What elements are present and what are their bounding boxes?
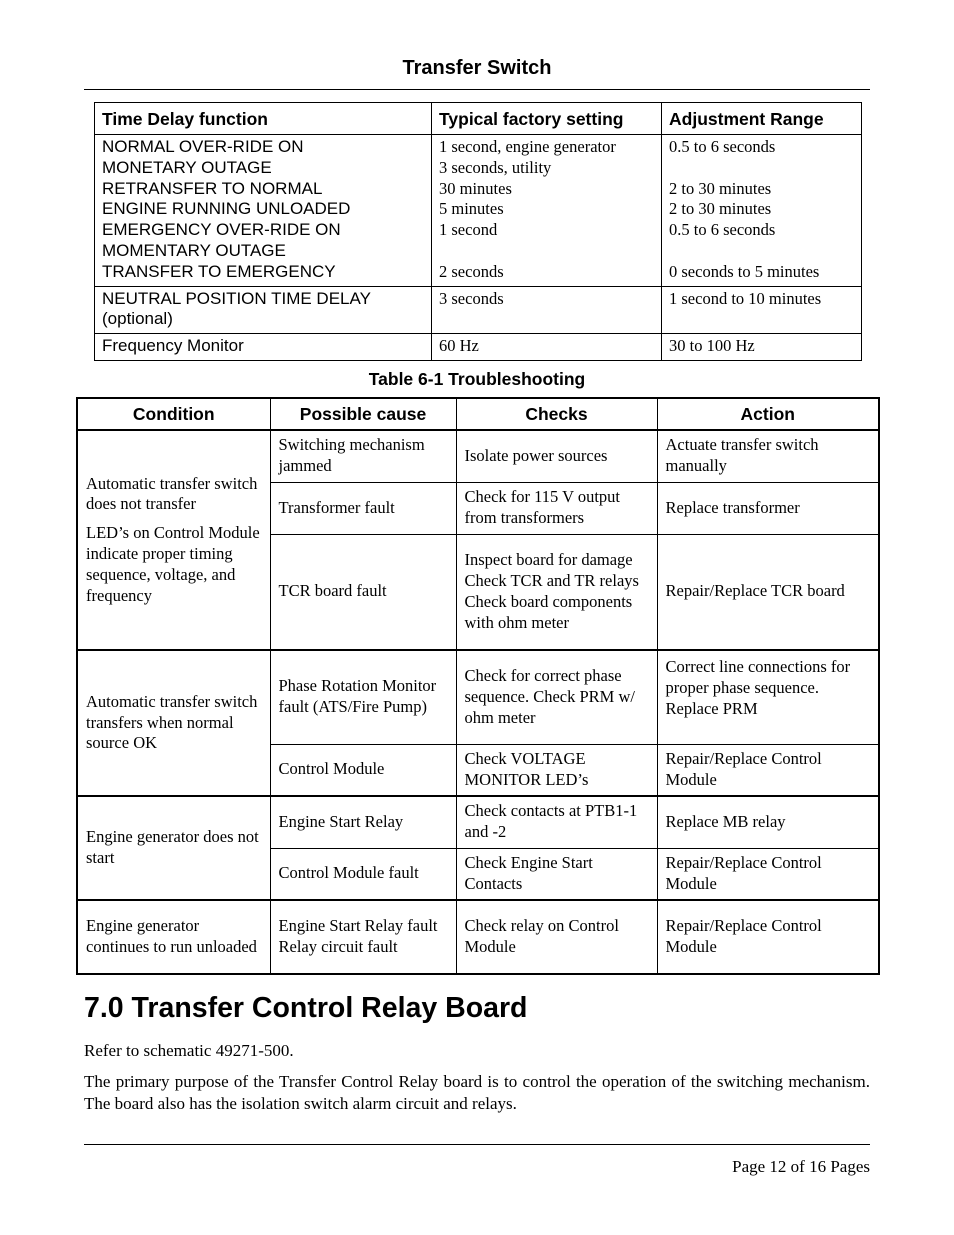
- action-cell: Repair/Replace TCR board: [657, 534, 879, 650]
- cell-line: 1 second: [439, 220, 498, 240]
- checks-cell: Check VOLTAGE MONITOR LED’s: [456, 744, 657, 796]
- cell-line: MOMENTARY OUTAGE: [102, 240, 286, 260]
- table-row: [77, 796, 879, 848]
- cause-cell: Control Module: [270, 744, 456, 796]
- table-header-row: [77, 398, 879, 430]
- cell-line: ENGINE RUNNING UNLOADED: [102, 199, 351, 219]
- setting-cell: [432, 135, 662, 287]
- cell-line: MONETARY OUTAGE: [102, 157, 272, 177]
- range-cell: [662, 135, 862, 287]
- troubleshooting-table: [76, 397, 880, 975]
- cell-line: 2 seconds: [439, 261, 504, 281]
- cell-line: 60 Hz: [439, 336, 479, 356]
- condition-text: Automatic transfer switch does not transfer: [86, 473, 258, 514]
- setting-cell: [432, 286, 662, 334]
- cell-line: RETRANSFER TO NORMAL: [102, 178, 323, 198]
- column-header: Checks: [456, 398, 657, 430]
- cause-cell: Control Module fault: [270, 848, 456, 900]
- action-cell: Repair/Replace Control Module: [657, 900, 879, 974]
- column-header: Condition: [77, 398, 270, 430]
- cell-line: 30 to 100 Hz: [669, 336, 755, 356]
- column-header: Action: [657, 398, 879, 430]
- paragraph: The primary purpose of the Transfer Control Relay board is to control the operation of the switching mechanism. The board also has the isolation switch alarm circuit and relays.: [84, 1072, 870, 1113]
- section-heading: 7.0 Transfer Control Relay Board: [84, 992, 528, 1024]
- condition-text: Automatic transfer switch transfers when normal source OK: [86, 691, 258, 753]
- condition-text: Engine generator does not start: [86, 827, 259, 867]
- cause-cell: Transformer fault: [270, 482, 456, 534]
- cell-line: (optional): [102, 309, 173, 329]
- cell-line: 1 second to 10 minutes: [669, 288, 822, 308]
- action-cell: Replace transformer: [657, 482, 879, 534]
- checks-cell: Check contacts at PTB1-1 and -2: [456, 796, 657, 848]
- condition-text: Engine generator continues to run unloaded: [86, 916, 257, 956]
- cell-line: 1 second, engine generator: [439, 137, 616, 156]
- cell-line: 3 seconds, utility: [439, 157, 552, 177]
- cell-line: NORMAL OVER-RIDE ON: [102, 137, 304, 156]
- cell-line: [669, 158, 854, 179]
- checks-cell: Check for correct phase sequence. Check PRM w/ ohm meter: [456, 650, 657, 744]
- cell-line: 2 to 30 minutes: [669, 199, 772, 219]
- cell-line: TRANSFER TO EMERGENCY: [102, 261, 336, 281]
- checks-cell: Inspect board for damage Check TCR and TR relays Check board components with ohm meter: [456, 534, 657, 650]
- footer-rule: [84, 1144, 870, 1145]
- condition-cell: [77, 650, 270, 796]
- table-row: [77, 900, 879, 974]
- header-rule: [84, 89, 870, 90]
- cell-line: 0.5 to 6 seconds: [669, 137, 776, 156]
- cause-cell: Phase Rotation Monitor fault (ATS/Fire Pump): [270, 650, 456, 744]
- column-header: Possible cause: [270, 398, 456, 430]
- setting-cell: [432, 334, 662, 361]
- paragraph: Refer to schematic 49271-500.: [84, 1041, 294, 1060]
- cell-line: 3 seconds: [439, 288, 504, 308]
- checks-cell: Check relay on Control Module: [456, 900, 657, 974]
- action-cell: Correct line connections for proper phase sequence. Replace PRM: [657, 650, 879, 744]
- condition-cell: [77, 430, 270, 650]
- table-row: [95, 135, 862, 287]
- cause-cell: TCR board fault: [270, 534, 456, 650]
- action-cell: Repair/Replace Control Module: [657, 744, 879, 796]
- range-cell: [662, 334, 862, 361]
- checks-cell: Check for 115 V output from transformers: [456, 482, 657, 534]
- range-cell: [662, 286, 862, 334]
- table-header-row: [95, 103, 862, 135]
- page-header-title: Transfer Switch: [402, 57, 552, 79]
- cell-line: EMERGENCY OVER-RIDE ON: [102, 220, 341, 240]
- cell-line: Frequency Monitor: [102, 336, 244, 356]
- action-cell: Replace MB relay: [657, 796, 879, 848]
- cell-line: [439, 241, 654, 262]
- cause-cell: Engine Start Relay fault Relay circuit fault: [270, 900, 456, 974]
- action-cell: Actuate transfer switch manually: [657, 430, 879, 482]
- table-row: [95, 334, 862, 361]
- function-cell: [95, 135, 432, 287]
- cell-line: NEUTRAL POSITION TIME DELAY: [102, 288, 371, 308]
- column-header: Adjustment Range: [662, 103, 862, 135]
- page-number: Page 12 of 16 Pages: [732, 1157, 870, 1176]
- checks-cell: Isolate power sources: [456, 430, 657, 482]
- cell-line: 2 to 30 minutes: [669, 178, 772, 198]
- condition-cell: [77, 900, 270, 974]
- checks-cell: Check Engine Start Contacts: [456, 848, 657, 900]
- cause-cell: Engine Start Relay: [270, 796, 456, 848]
- cell-line: 30 minutes: [439, 178, 512, 198]
- condition-cell: [77, 796, 270, 900]
- table-row: [77, 430, 879, 482]
- column-header: Typical factory setting: [432, 103, 662, 135]
- table-row: [77, 650, 879, 744]
- cell-line: [669, 241, 854, 262]
- time-delay-table: [94, 102, 862, 361]
- table-row: [95, 286, 862, 334]
- cell-line: 0 seconds to 5 minutes: [669, 261, 820, 281]
- function-cell: [95, 286, 432, 334]
- condition-text: LED’s on Control Module indicate proper timing sequence, voltage, and frequency: [86, 523, 260, 605]
- cell-line: 0.5 to 6 seconds: [669, 220, 776, 240]
- cell-line: 5 minutes: [439, 199, 504, 219]
- table-caption: Table 6-1 Troubleshooting: [368, 369, 586, 389]
- column-header: Time Delay function: [95, 103, 432, 135]
- cause-cell: Switching mechanism jammed: [270, 430, 456, 482]
- function-cell: [95, 334, 432, 361]
- spacer: [86, 515, 262, 523]
- action-cell: Repair/Replace Control Module: [657, 848, 879, 900]
